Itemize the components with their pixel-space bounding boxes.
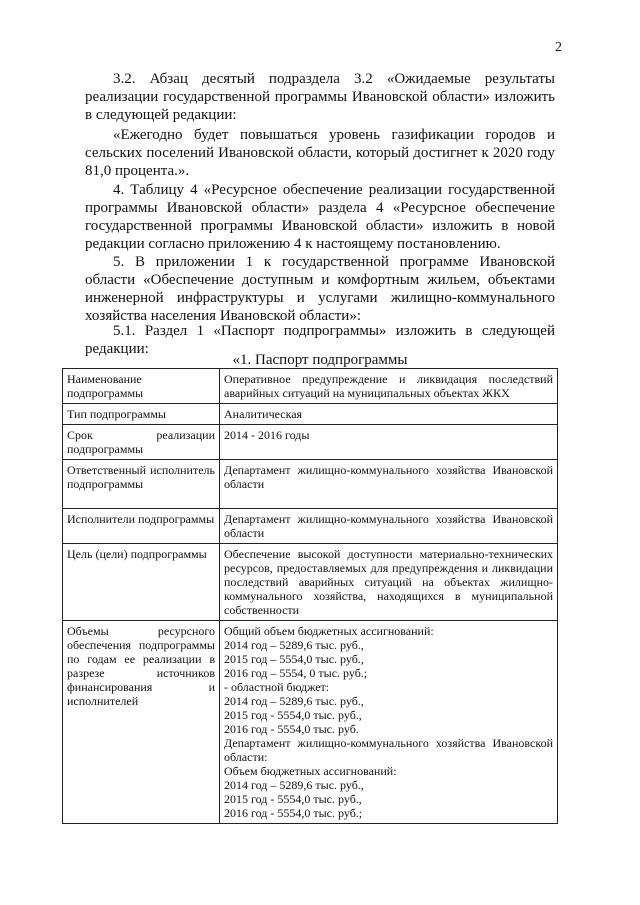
value-line: Общий объем бюджетных ассигнований: [224,624,434,638]
table-row [63,460,558,509]
row-value: Департамент жилищно-коммунального хозяйства Ивановской области [220,460,558,509]
table-row [63,509,558,544]
value-line: 2015 год - 5554,0 тыс. руб., [224,792,362,806]
row-label: Тип подпрограммы [63,404,220,425]
value-line: 2016 год - 5554,0 тыс. руб.; [224,806,363,820]
row-value: Оперативное предупреждение и ликвидация последствий аварийных ситуаций на муниципальных объектах ЖКХ [220,369,558,404]
value-line: 2016 год - 5554,0 тыс. руб. [224,722,359,736]
row-label: Цель (цели) подпрограммы [63,544,220,621]
passport-table [62,368,558,824]
table-caption: «1. Паспорт подпрограммы [232,352,408,368]
paragraph-4: 4. Таблицу 4 «Ресурсное обеспечение реализации государственной программы Ивановской области» раздела 4 «Ресурсное обеспечение государственной программы Ивановской области» изложить в новой редакции согласно приложению 4 к настоящему постановлению. [85,182,555,252]
table-row [63,425,558,460]
value-line: 2014 год – 5289,6 тыс. руб., [224,778,364,792]
table-row [63,369,558,404]
paragraph-3-2: 3.2. Абзац десятый подраздела 3.2 «Ожидаемые результаты реализации государственной программы Ивановской области» изложить в следующей редакции: [85,71,555,123]
value-line: Департамент жилищно-коммунального хозяйства Ивановской области: [224,736,553,764]
value-line: 2014 год – 5289,6 тыс. руб., [224,638,364,652]
value-line: - областной бюджет: [224,680,330,694]
row-label: Ответственный исполнитель подпрограммы [63,460,220,509]
value-line: 2014 год – 5289,6 тыс. руб., [224,694,364,708]
value-line: 2015 год - 5554,0 тыс. руб., [224,708,362,722]
value-line: 2015 год – 5554,0 тыс. руб., [224,652,364,666]
value-line: Объем бюджетных ассигнований: [224,764,397,778]
table-row [63,544,558,621]
paragraph-quote: «Ежегодно будет повышаться уровень газификации городов и сельских поселений Ивановской области, который достигнет к 2020 году 81,0 процента.». [85,127,555,179]
row-label: Наименование подпрограммы [63,369,220,404]
paragraph-5: 5. В приложении 1 к государственной программе Ивановской области «Обеспечение доступным и комфортным жильем, объектами инженерной инфраструктуры и услугами жилищно-коммунального хозяйства населения Ивановской области»: [85,254,555,324]
row-value: Обеспечение высокой доступности материально-технических ресурсов, предоставляемых для предупреждения и ликвидации последствий аварийных ситуаций на объектах жилищно-коммунального хозяйства, находящихся в муниципальной собственности [220,544,558,621]
row-value: Аналитическая [220,404,558,425]
row-label: Объемы ресурсного обеспечения подпрограммы по годам ее реализации в разрезе источников финансирования и исполнителей [63,621,220,824]
value-line: 2016 год – 5554, 0 тыс. руб.; [224,666,368,680]
row-value-lines [220,621,558,824]
table-row [63,404,558,425]
row-label: Исполнители подпрограммы [63,509,220,544]
paragraph-5-1: 5.1. Раздел 1 «Паспорт подпрограммы» изложить в следующей редакции: [85,323,555,357]
row-value: Департамент жилищно-коммунального хозяйства Ивановской области [220,509,558,544]
row-label: Срок реализации подпрограммы [63,425,220,460]
row-value: 2014 - 2016 годы [220,425,558,460]
table-row [63,621,558,824]
page-number: 2 [555,40,562,55]
